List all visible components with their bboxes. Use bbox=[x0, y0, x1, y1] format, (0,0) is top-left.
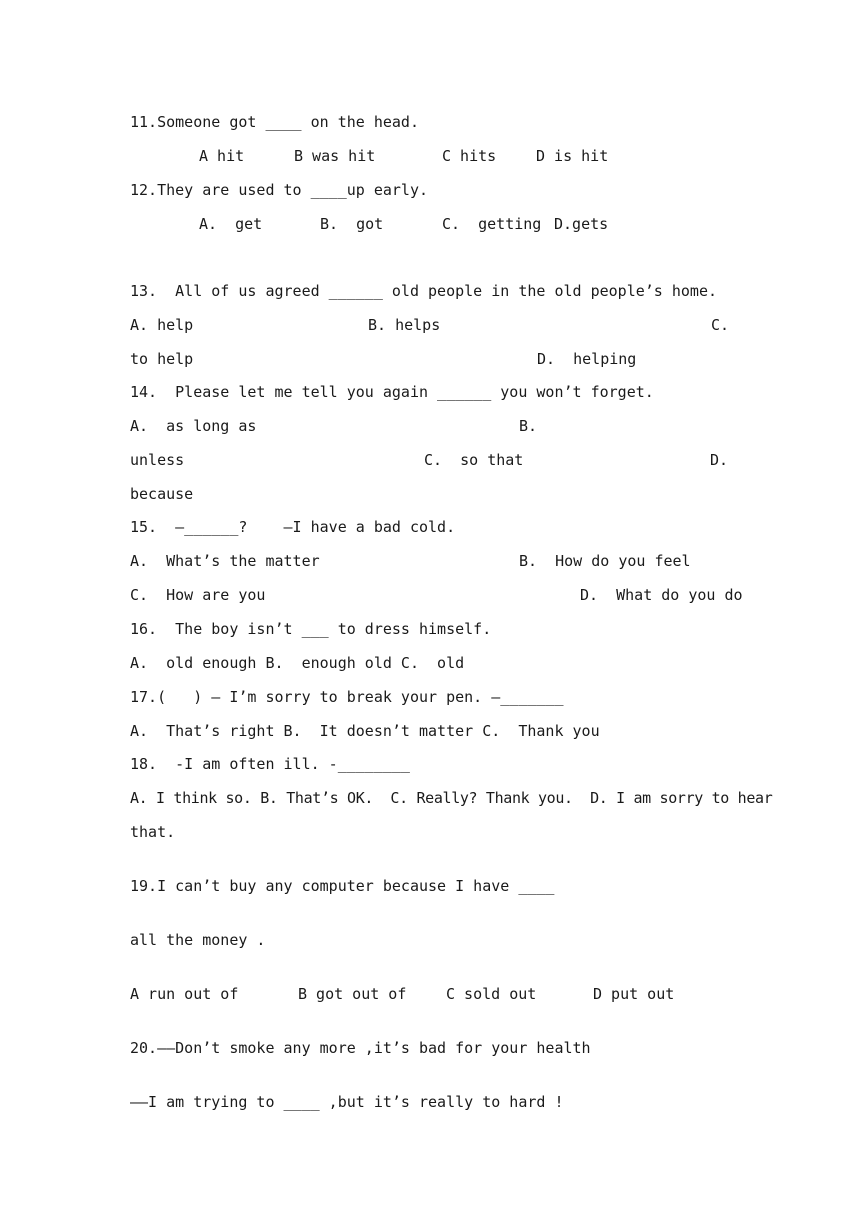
question-20-stem: 20.——Don’t smoke any more ,it’s bad for your health bbox=[130, 1039, 591, 1057]
question-19-option-a: A run out of bbox=[130, 985, 239, 1003]
question-19-option-b: B got out of bbox=[298, 985, 407, 1003]
question-12-stem: 12.They are used to ____up early. bbox=[130, 181, 429, 199]
question-18-stem: 18. -I am often ill. -________ bbox=[130, 755, 410, 773]
question-12-option-a: A. get bbox=[199, 215, 263, 233]
question-11-option-a: A hit bbox=[199, 147, 245, 165]
question-13-option-a: A. help bbox=[130, 316, 194, 334]
question-15-option-d: D. What do you do bbox=[580, 586, 743, 604]
question-14-option-b: unless bbox=[130, 451, 185, 469]
question-13-stem: 13. All of us agreed ______ old people in the old people’s home. bbox=[130, 282, 717, 300]
question-11-option-d: D is hit bbox=[536, 147, 609, 165]
question-12-option-d: D.gets bbox=[554, 215, 609, 233]
question-14-option-b-prefix: B. bbox=[519, 417, 538, 435]
question-17-stem: 17.( ) — I’m sorry to break your pen. —_______ bbox=[130, 688, 564, 706]
question-11-option-b: B was hit bbox=[294, 147, 376, 165]
question-18-options: A. I think so. B. That’s OK. C. Really? Thank you. D. I am sorry to hear bbox=[130, 789, 773, 807]
question-13-option-b: B. helps bbox=[368, 316, 441, 334]
question-13-option-c: to help bbox=[130, 350, 194, 368]
question-12-option-b: B. got bbox=[320, 215, 384, 233]
question-11-option-c: C hits bbox=[442, 147, 497, 165]
question-15-option-c: C. How are you bbox=[130, 586, 266, 604]
question-14-option-d: because bbox=[130, 485, 194, 503]
question-11-stem: 11.Someone got ____ on the head. bbox=[130, 113, 419, 131]
question-18-options-cont: that. bbox=[130, 823, 176, 841]
question-16-options: A. old enough B. enough old C. old bbox=[130, 654, 465, 672]
question-15-stem: 15. —______? —I have a bad cold. bbox=[130, 518, 456, 536]
question-19-stem: 19.I can’t buy any computer because I have ____ bbox=[130, 877, 555, 895]
question-12-option-c: C. getting bbox=[442, 215, 542, 233]
question-20-reply: ——I am trying to ____ ,but it’s really to hard ! bbox=[130, 1093, 564, 1111]
question-19-option-c: C sold out bbox=[446, 985, 537, 1003]
question-14-option-d-prefix: D. bbox=[710, 451, 729, 469]
question-14-option-c: C. so that bbox=[424, 451, 524, 469]
question-15-option-b: B. How do you feel bbox=[519, 552, 691, 570]
question-14-stem: 14. Please let me tell you again ______ you won’t forget. bbox=[130, 383, 654, 401]
question-13-option-c-prefix: C. bbox=[711, 316, 730, 334]
question-19-stem-cont: all the money . bbox=[130, 931, 266, 949]
question-14-option-a: A. as long as bbox=[130, 417, 257, 435]
question-15-option-a: A. What’s the matter bbox=[130, 552, 320, 570]
question-13-option-d: D. helping bbox=[537, 350, 637, 368]
question-16-stem: 16. The boy isn’t ___ to dress himself. bbox=[130, 620, 492, 638]
question-19-option-d: D put out bbox=[593, 985, 675, 1003]
question-17-options: A. That’s right B. It doesn’t matter C. Thank you bbox=[130, 722, 600, 740]
